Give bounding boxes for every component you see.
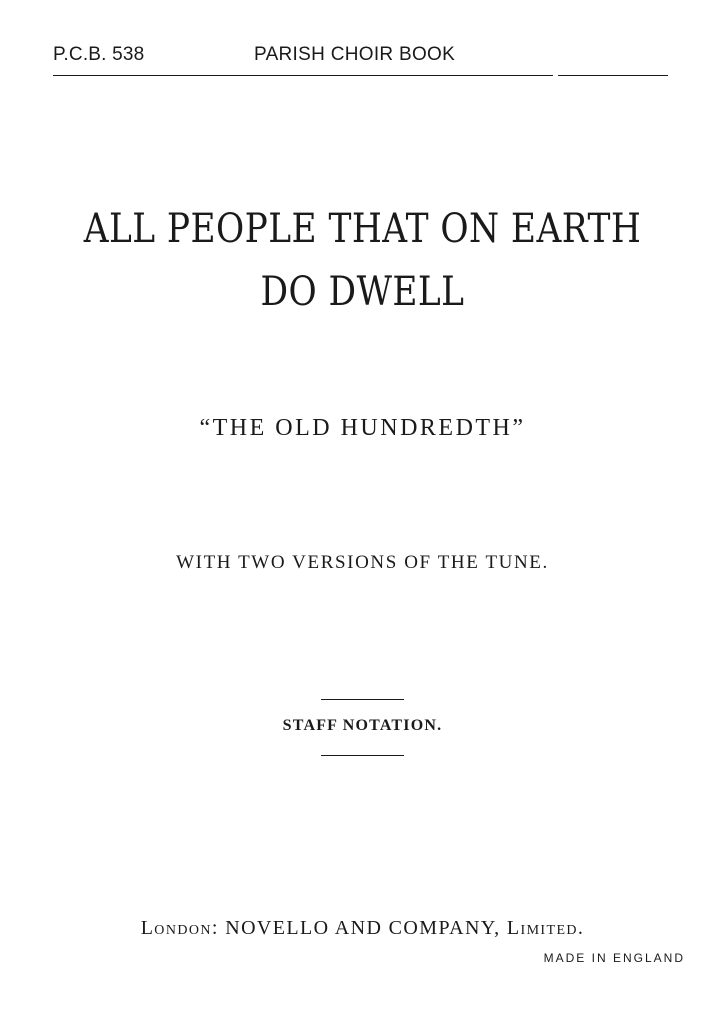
publisher-suffix: Limited. (506, 917, 585, 939)
country-of-origin: MADE IN ENGLAND (543, 951, 685, 965)
versions-note: WITH TWO VERSIONS OF THE TUNE. (176, 552, 549, 573)
header-rule (53, 75, 553, 76)
publisher-city: London (140, 917, 212, 939)
notation-rule-top (321, 699, 404, 700)
notation-rule-bottom (321, 755, 404, 756)
header-rule-right (558, 75, 668, 76)
series-title: PARISH CHOIR BOOK (254, 44, 456, 65)
tune-name: “THE OLD HUNDREDTH” (199, 415, 526, 441)
notation-label: STAFF NOTATION. (282, 717, 443, 734)
catalog-number: P.C.B. 538 (53, 44, 145, 65)
hymn-title: ALL PEOPLE THAT ON EARTH DO DWELL (83, 206, 642, 315)
publisher-name: NOVELLO AND COMPANY, (225, 917, 501, 939)
publisher-separator: : (211, 917, 219, 939)
publisher-line (0, 917, 725, 940)
